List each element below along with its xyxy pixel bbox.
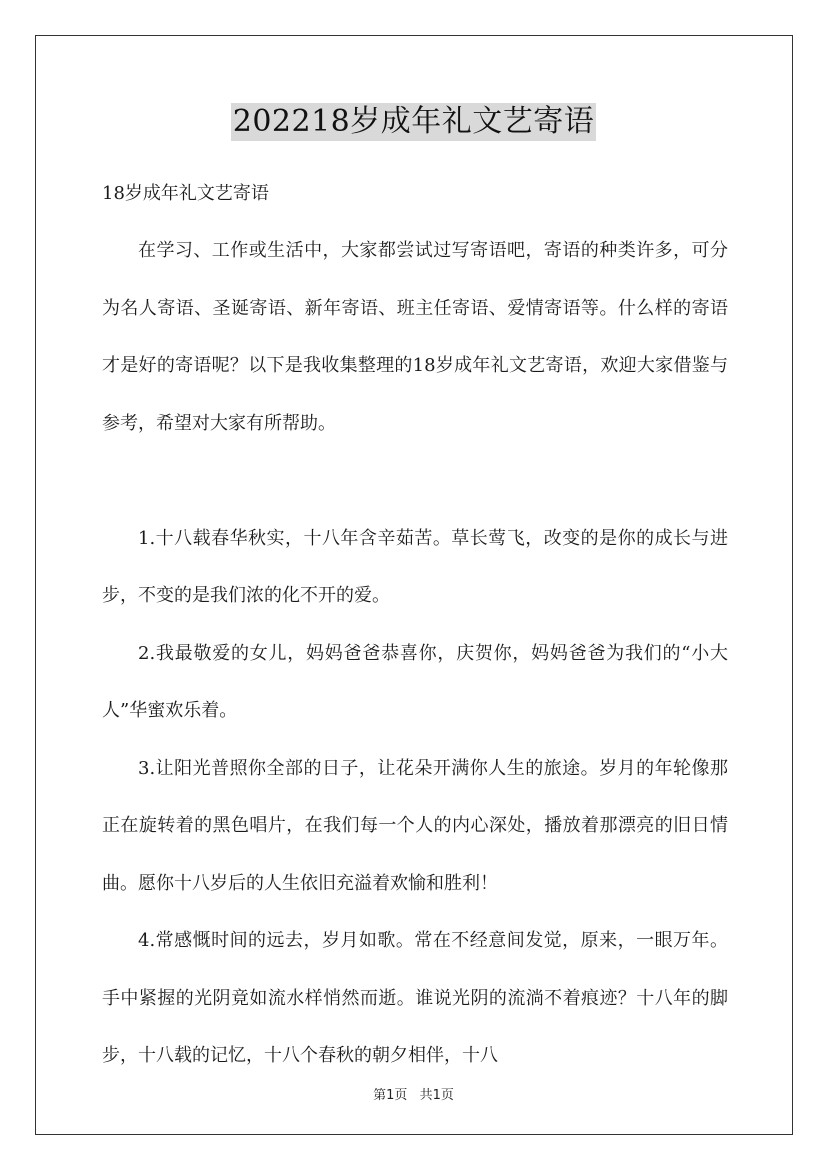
message-item-3: 3.让阳光普照你全部的日子，让花朵开满你人生的旅途。岁月的年轮像那正在旋转着的黑色唱片，在我们每一个人的内心深处，播放着那漂亮的旧日情曲。愿你十八岁后的人生依旧充溢着欢愉和胜利！ [102,757,728,894]
document-body [102,165,728,1085]
title-container [0,103,827,141]
message-item-4: 4.常感慨时间的远去，岁月如歌。常在不经意间发觉，原来，一眼万年。手中紧握的光阴竟如流水样悄然而逝。谁说光阴的流淌不着痕迹？十八年的脚步，十八载的记忆，十八个春秋的朝夕相伴，十八 [102,930,728,1066]
intro-paragraph: 在学习、工作或生活中，大家都尝试过写寄语吧，寄语的种类许多，可分为名人寄语、圣诞寄语、新年寄语、班主任寄语、爱情寄语等。什么样的寄语才是好的寄语呢？以下是我收集整理的18岁成年礼文艺寄语，欢迎大家借鉴与参考，希望对大家有所帮助。 [102,240,728,434]
page-footer [0,1084,827,1103]
message-item-2: 2.我最敬爱的女儿，妈妈爸爸恭喜你，庆贺你，妈妈爸爸为我们的“小大人”华蜜欢乐着。 [102,642,728,721]
page-number: 第1页 [373,1088,408,1103]
document-subtitle: 18岁成年礼文艺寄语 [102,183,269,204]
message-item-1: 1.十八载春华秋实，十八年含辛茹苦。草长莺飞，改变的是你的成长与进步，不变的是我们浓的化不开的爱。 [102,527,728,606]
document-title: 202218岁成年礼文艺寄语 [232,104,595,139]
blank-line [102,452,728,510]
page-count: 共1页 [419,1088,454,1103]
